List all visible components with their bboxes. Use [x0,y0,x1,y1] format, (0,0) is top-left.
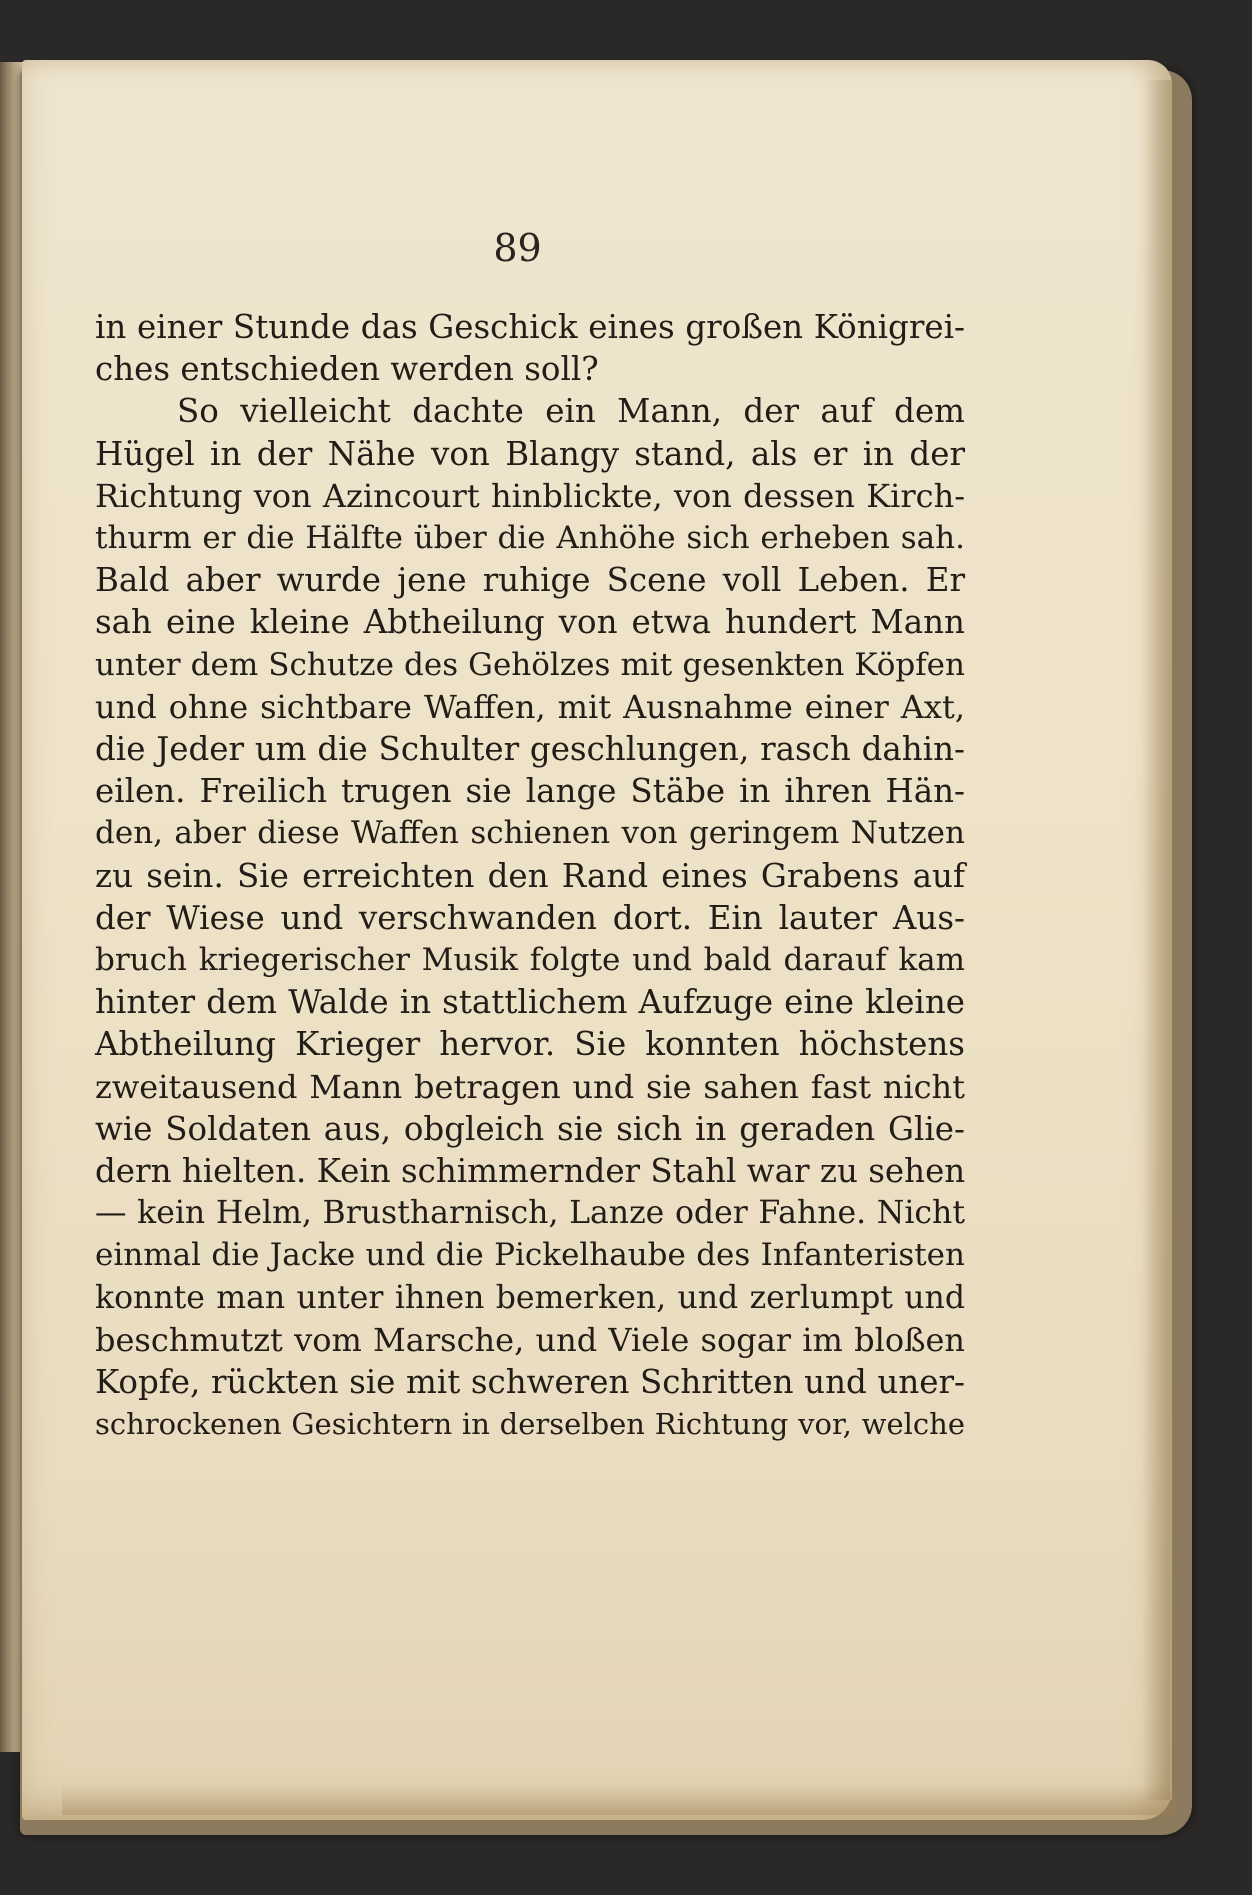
text-line: und ohne sichtbare Waffen, mit Ausnahme einer Axt, [95,687,965,726]
page-fore-edge [1142,80,1172,1800]
text-line: unter dem Schutze des Gehölzes mit gesenkten Köpfen [95,646,965,683]
page-bottom-edge [62,1785,1177,1815]
text-line: der Wiese und verschwanden dort. Ein lauter Aus- [95,898,965,937]
text-line: — kein Helm, Brustharnisch, Lanze oder Fahne. Nicht [95,1195,965,1232]
text-line: den, aber diese Waffen schienen von geringem Nutzen [95,815,965,852]
text-line: Richtung von Azincourt hinblickte, von dessen Kirch- [95,476,965,515]
text-line: in einer Stunde das Geschick eines großen Königrei- [95,308,965,346]
page-number: 89 [493,226,542,270]
text-line: die Jeder um die Schulter geschlungen, rasch dahin- [95,730,965,769]
text-line: sah eine kleine Abtheilung von etwa hundert Mann [95,603,965,642]
text-line: thurm er die Hälfte über die Anhöhe sich erheben sah. [95,520,965,557]
body-text [95,306,965,1445]
text-line: Abtheilung Krieger hervor. Sie konnten höchstens [95,1025,965,1064]
text-line: So vielleicht dachte ein Mann, der auf dem [177,392,965,431]
text-line: schrockenen Gesichtern in derselben Richtung vor, welche [95,1407,965,1442]
text-line: dern hielten. Kein schimmernder Stahl war zu sehen [95,1152,966,1191]
text-line: ches entschieden werden soll? [95,350,599,389]
text-line: Kopfe, rückten sie mit schweren Schritten und uner- [95,1363,965,1402]
text-line: wie Soldaten aus, obgleich sie sich in geraden Glie- [95,1109,965,1148]
text-line: Hügel in der Nähe von Blangy stand, als er in der [95,434,965,473]
text-line: Bald aber wurde jene ruhige Scene voll Leben. Er [95,561,965,600]
text-line: einmal die Jacke und die Pickelhaube des Infanteristen [95,1237,965,1274]
text-line: zweitausend Mann betragen und sie sahen fast nicht [95,1067,965,1106]
text-line: hinter dem Walde in stattlichem Aufzuge eine kleine [95,983,965,1022]
text-line: zu sein. Sie erreichten den Rand eines Grabens auf [95,856,965,895]
text-line: eilen. Freilich trugen sie lange Stäbe in ihren Hän- [95,772,965,811]
text-line: beschmutzt vom Marsche, und Viele sogar im bloßen [95,1320,965,1359]
text-line: bruch kriegerischer Musik folgte und bald darauf kam [95,942,965,979]
text-line: konnte man unter ihnen bemerken, und zerlumpt und [95,1279,965,1316]
